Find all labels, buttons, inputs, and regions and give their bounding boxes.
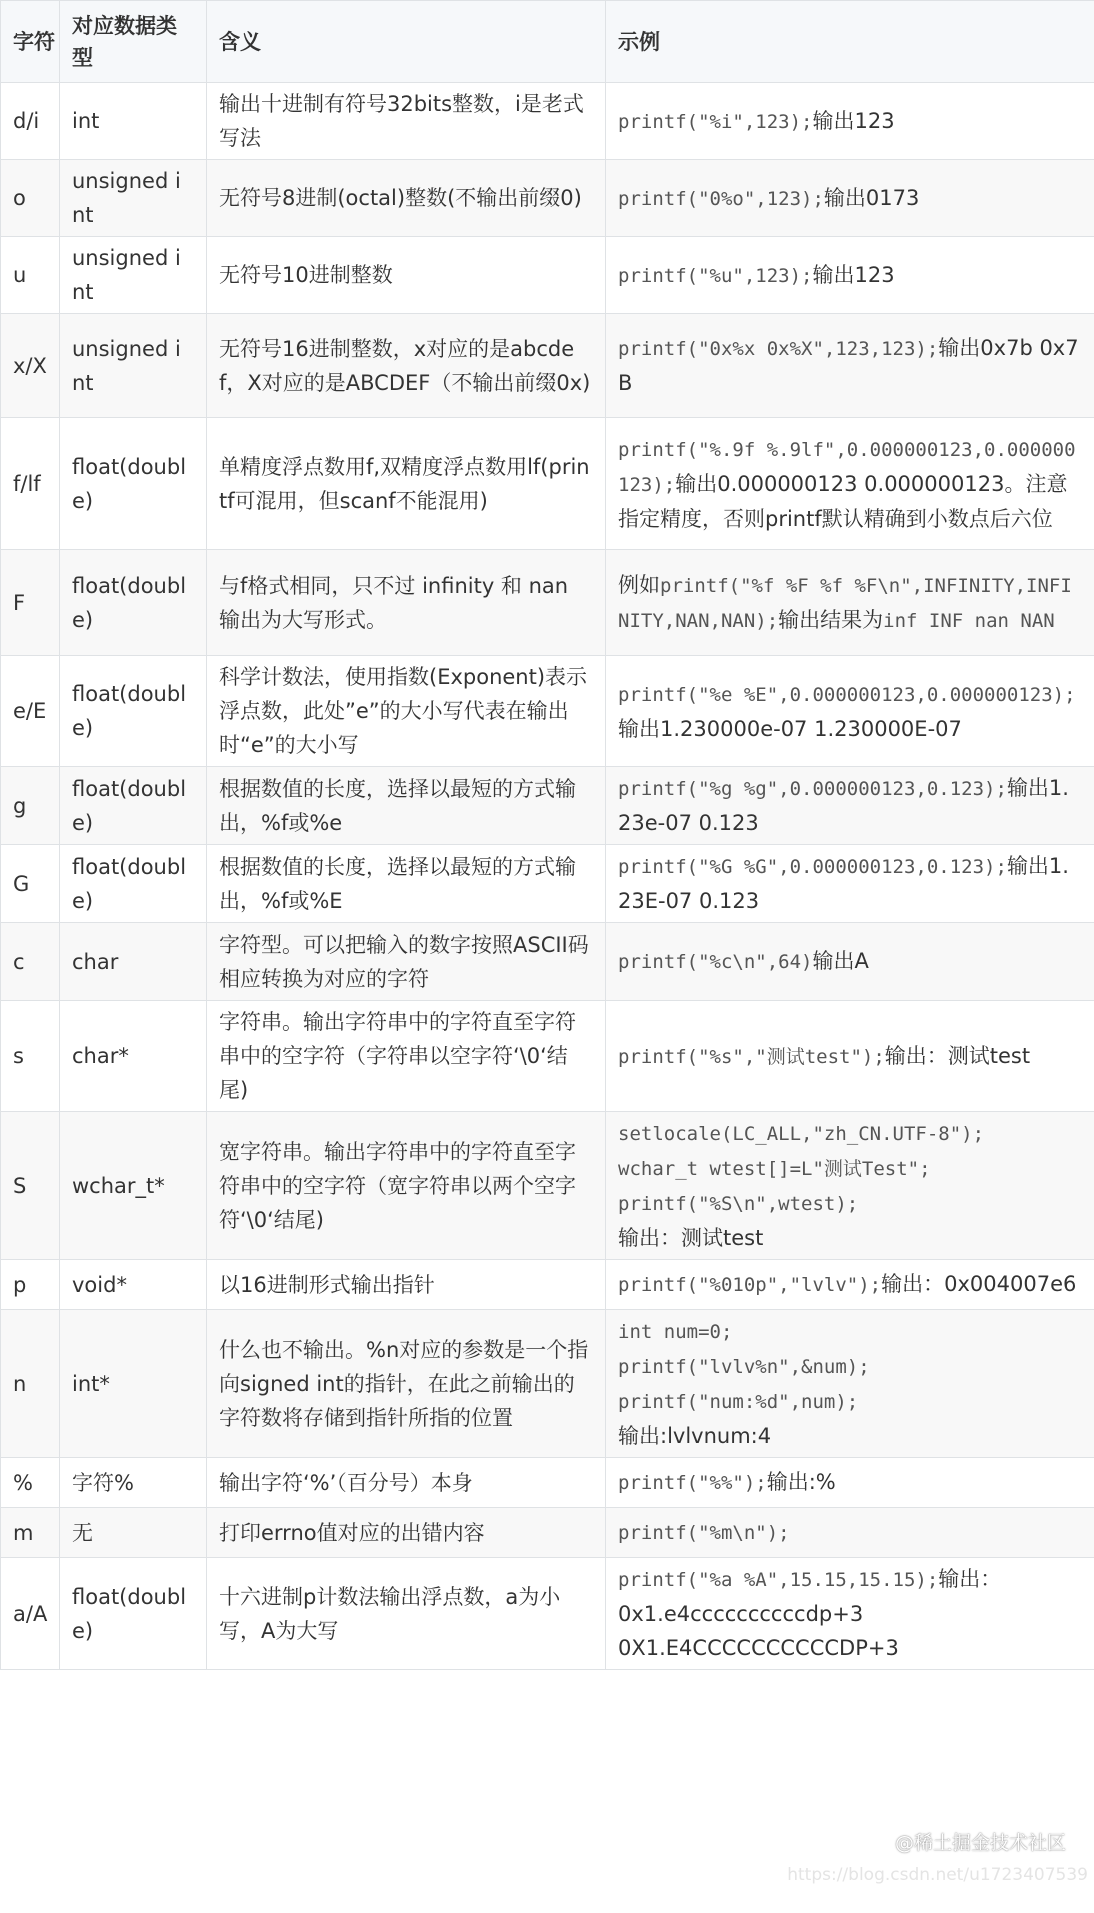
example-line bbox=[618, 849, 1082, 918]
example-code: printf("%m\n"); bbox=[618, 1522, 790, 1544]
cell-example bbox=[606, 160, 1094, 237]
cell-meaning: 以16进制形式输出指针 bbox=[207, 1260, 606, 1310]
table-row bbox=[1, 314, 1094, 418]
header-char: 字符 bbox=[1, 1, 60, 83]
cell-meaning: 根据数值的长度，选择以最短的方式输出，%f或%e bbox=[207, 767, 606, 845]
example-output: 输出结果为 bbox=[778, 607, 884, 632]
cell-specifier: e/E bbox=[1, 656, 60, 767]
table-row bbox=[1, 1001, 1094, 1112]
example-code: printf("%f %F %f %F\n",INFINITY,INFINITY,NAN,NAN); bbox=[618, 574, 1072, 632]
cell-meaning: 什么也不输出。%n对应的参数是一个指向signed int的指针，在此之前输出的字符数将存储到指针所指的位置 bbox=[207, 1310, 606, 1458]
table-row bbox=[1, 923, 1094, 1001]
example-output: 输出0x7b 0x7B bbox=[618, 336, 1079, 395]
cell-specifier: % bbox=[1, 1458, 60, 1508]
example-line bbox=[618, 1419, 1082, 1453]
cell-meaning: 科学计数法，使用指数(Exponent)表示浮点数，此处”e”的大小写代表在输出时“e”的大小写 bbox=[207, 656, 606, 767]
example-output: 输出： bbox=[938, 1567, 1002, 1591]
cell-meaning: 无符号10进制整数 bbox=[207, 237, 606, 314]
cell-data-type: void* bbox=[60, 1260, 207, 1310]
example-output: 输出123 bbox=[812, 108, 895, 133]
cell-meaning: 字符型。可以把输入的数字按照ASCII码相应转换为对应的字符 bbox=[207, 923, 606, 1001]
cell-specifier: g bbox=[1, 767, 60, 845]
table-row bbox=[1, 418, 1094, 550]
example-code: setlocale(LC_ALL,"zh_CN.UTF-8"); bbox=[618, 1123, 985, 1145]
cell-meaning: 十六进制p计数法输出浮点数，a为小写，A为大写 bbox=[207, 1558, 606, 1670]
cell-example bbox=[606, 1558, 1094, 1670]
table-row bbox=[1, 656, 1094, 767]
cell-specifier: n bbox=[1, 1310, 60, 1458]
cell-data-type: float(double) bbox=[60, 767, 207, 845]
cell-data-type: float(double) bbox=[60, 1558, 207, 1670]
cell-meaning: 宽字符串。输出字符串中的字符直至字符串中的空字符（宽字符串以两个空字符‘\0‘结尾) bbox=[207, 1112, 606, 1260]
cell-specifier: F bbox=[1, 550, 60, 656]
table-row bbox=[1, 1558, 1094, 1670]
example-code: inf INF nan NAN bbox=[883, 609, 1055, 632]
header-type: 对应数据类型 bbox=[60, 1, 207, 83]
example-line bbox=[618, 1515, 1082, 1550]
example-line bbox=[618, 258, 1082, 293]
cell-example bbox=[606, 1310, 1094, 1458]
example-code: printf("%i",123); bbox=[618, 110, 813, 133]
cell-meaning: 根据数值的长度，选择以最短的方式输出，%f或%E bbox=[207, 845, 606, 923]
cell-example bbox=[606, 237, 1094, 314]
example-line bbox=[618, 104, 1082, 139]
table-row bbox=[1, 160, 1094, 237]
example-output: 输出A bbox=[812, 949, 869, 973]
example-output: 输出1.230000e-07 1.230000E-07 bbox=[618, 716, 962, 741]
example-line bbox=[618, 771, 1082, 840]
cell-data-type: int* bbox=[60, 1310, 207, 1458]
cell-example bbox=[606, 923, 1094, 1001]
example-line bbox=[618, 1186, 1082, 1221]
example-code: printf("%s","测试test"); bbox=[618, 1045, 885, 1068]
cell-data-type: unsigned int bbox=[60, 314, 207, 418]
example-code: printf("%%"); bbox=[618, 1472, 767, 1494]
cell-example bbox=[606, 767, 1094, 845]
example-line bbox=[618, 1597, 1082, 1631]
cell-specifier: p bbox=[1, 1260, 60, 1310]
example-output: 输出1.23E-07 0.123 bbox=[618, 854, 1069, 913]
example-line bbox=[618, 1221, 1082, 1255]
cell-meaning: 单精度浮点数用f,双精度浮点数用lf(printf可混用，但scanf不能混用) bbox=[207, 418, 606, 550]
example-code: printf("%G %G",0.000000123,0.123); bbox=[618, 856, 1007, 878]
cell-example bbox=[606, 1458, 1094, 1508]
table-row bbox=[1, 237, 1094, 314]
example-line bbox=[618, 181, 1082, 216]
table-row bbox=[1, 1310, 1094, 1458]
example-output: 输出1.23e-07 0.123 bbox=[618, 776, 1069, 835]
example-line bbox=[618, 1151, 1082, 1186]
cell-example bbox=[606, 1508, 1094, 1558]
example-code: printf("%c\n",64) bbox=[618, 951, 813, 973]
table-row bbox=[1, 845, 1094, 923]
table-row bbox=[1, 83, 1094, 160]
example-code: printf("%.9f %.9lf",0.000000123,0.000000123); bbox=[618, 438, 1076, 496]
example-output: 输出:lvlvnum:4 bbox=[618, 1424, 772, 1448]
example-code: printf("%S\n",wtest); bbox=[618, 1193, 859, 1215]
cell-meaning: 打印errno值对应的出错内容 bbox=[207, 1508, 606, 1558]
cell-specifier: S bbox=[1, 1112, 60, 1260]
example-output: 输出：0x004007e6 bbox=[881, 1272, 1077, 1296]
table-header-row bbox=[1, 1, 1094, 83]
cell-example bbox=[606, 418, 1094, 550]
table-row bbox=[1, 1458, 1094, 1508]
example-line bbox=[618, 677, 1082, 746]
cell-data-type: float(double) bbox=[60, 418, 207, 550]
example-code: printf("%e %E",0.000000123,0.000000123); bbox=[618, 683, 1076, 706]
example-line bbox=[618, 1267, 1082, 1302]
example-code: printf("0x%x 0x%X",123,123); bbox=[618, 338, 939, 360]
cell-meaning: 字符串。输出字符串中的字符直至字符串中的空字符（字符串以空字符‘\0‘结尾) bbox=[207, 1001, 606, 1112]
cell-data-type: unsigned int bbox=[60, 160, 207, 237]
cell-meaning: 无符号8进制(octal)整数(不输出前缀0) bbox=[207, 160, 606, 237]
cell-data-type: char bbox=[60, 923, 207, 1001]
example-code: printf("%010p","lvlv"); bbox=[618, 1274, 882, 1296]
example-output: 输出0173 bbox=[823, 185, 920, 210]
example-line bbox=[618, 331, 1082, 400]
cell-meaning: 输出字符‘%’（百分号）本身 bbox=[207, 1458, 606, 1508]
cell-meaning: 输出十进制有符号32bits整数，i是老式写法 bbox=[207, 83, 606, 160]
cell-specifier: G bbox=[1, 845, 60, 923]
example-line bbox=[618, 944, 1082, 979]
example-line bbox=[618, 1039, 1082, 1074]
cell-data-type: 无 bbox=[60, 1508, 207, 1558]
cell-specifier: x/X bbox=[1, 314, 60, 418]
example-output: 输出：测试test bbox=[884, 1043, 1031, 1068]
cell-example bbox=[606, 314, 1094, 418]
header-example: 示例 bbox=[606, 1, 1094, 83]
table-row bbox=[1, 1508, 1094, 1558]
cell-meaning: 与f格式相同，只不过 infinity 和 nan 输出为大写形式。 bbox=[207, 550, 606, 656]
example-line bbox=[618, 1631, 1082, 1665]
cell-data-type: float(double) bbox=[60, 656, 207, 767]
example-output: 输出:% bbox=[766, 1470, 836, 1494]
example-code: wchar_t wtest[]=L"测试Test"; bbox=[618, 1158, 931, 1180]
cell-example bbox=[606, 1001, 1094, 1112]
example-code: printf("num:%d",num); bbox=[618, 1391, 859, 1413]
cell-example bbox=[606, 656, 1094, 767]
example-output: 输出123 bbox=[812, 262, 895, 287]
cell-specifier: u bbox=[1, 237, 60, 314]
example-code: printf("%u",123); bbox=[618, 264, 813, 287]
cell-data-type: float(double) bbox=[60, 845, 207, 923]
cell-data-type: 字符% bbox=[60, 1458, 207, 1508]
example-code: printf("%a %A",15.15,15.15); bbox=[618, 1569, 939, 1591]
example-line bbox=[618, 1465, 1082, 1500]
example-line bbox=[618, 568, 1082, 638]
example-output: 0X1.E4CCCCCCCCCCDP+3 bbox=[618, 1636, 899, 1660]
cell-data-type: unsigned int bbox=[60, 237, 207, 314]
cell-data-type: wchar_t* bbox=[60, 1112, 207, 1260]
watermark: @稀土掘金技术社区 bbox=[894, 1832, 1066, 1854]
cell-specifier: c bbox=[1, 923, 60, 1001]
cell-data-type: char* bbox=[60, 1001, 207, 1112]
cell-data-type: float(double) bbox=[60, 550, 207, 656]
table-row bbox=[1, 1112, 1094, 1260]
example-code: int num=0; bbox=[618, 1321, 733, 1343]
example-output: 输出0.000000123 0.000000123。注意指定精度，否则printf默认精确到小数点后六位 bbox=[618, 471, 1068, 531]
example-line bbox=[618, 1314, 1082, 1349]
cell-example bbox=[606, 83, 1094, 160]
example-line bbox=[618, 1116, 1082, 1151]
cell-specifier: o bbox=[1, 160, 60, 237]
watermark-url: https://blog.csdn.net/u1723407539 bbox=[787, 1865, 1088, 1885]
example-line bbox=[618, 1349, 1082, 1384]
cell-specifier: d/i bbox=[1, 83, 60, 160]
cell-example bbox=[606, 550, 1094, 656]
table-row bbox=[1, 550, 1094, 656]
example-line bbox=[618, 432, 1082, 536]
example-code: printf("0%o",123); bbox=[618, 187, 824, 210]
example-output: 例如 bbox=[618, 572, 660, 597]
cell-specifier: a/A bbox=[1, 1558, 60, 1670]
example-output: 输出：测试test bbox=[618, 1226, 764, 1250]
example-line bbox=[618, 1562, 1082, 1597]
example-line bbox=[618, 1384, 1082, 1419]
cell-data-type: int bbox=[60, 83, 207, 160]
cell-meaning: 无符号16进制整数，x对应的是abcdef，X对应的是ABCDEF（不输出前缀0x) bbox=[207, 314, 606, 418]
example-code: printf("lvlv%n",&num); bbox=[618, 1356, 870, 1378]
cell-example bbox=[606, 1112, 1094, 1260]
cell-example bbox=[606, 845, 1094, 923]
example-code: printf("%g %g",0.000000123,0.123); bbox=[618, 778, 1007, 800]
header-meaning: 含义 bbox=[207, 1, 606, 83]
cell-specifier: f/lf bbox=[1, 418, 60, 550]
cell-specifier: m bbox=[1, 1508, 60, 1558]
cell-example bbox=[606, 1260, 1094, 1310]
table-row bbox=[1, 1260, 1094, 1310]
cell-specifier: s bbox=[1, 1001, 60, 1112]
table-row bbox=[1, 767, 1094, 845]
example-output: 0x1.e4ccccccccccdp+3 bbox=[618, 1602, 864, 1626]
